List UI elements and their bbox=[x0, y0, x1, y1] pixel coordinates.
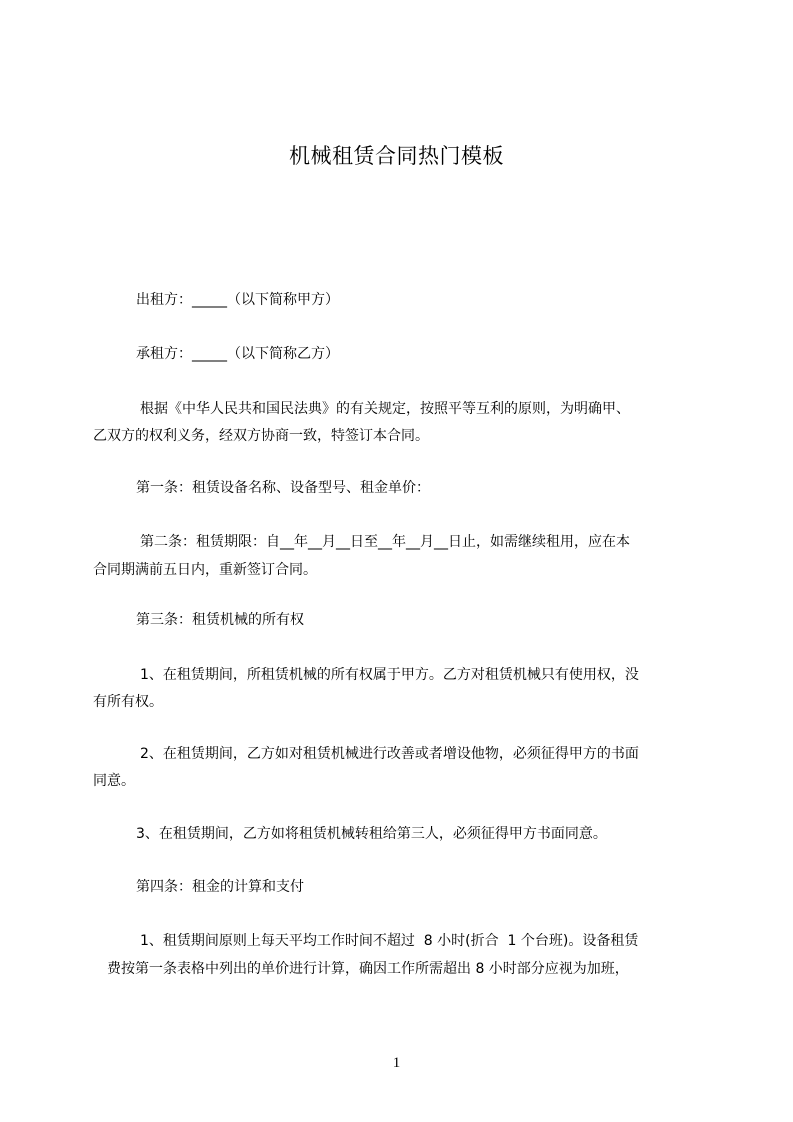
page-number: 1 bbox=[392, 1055, 401, 1071]
article-3-item-1-line-1: 1、在租赁期间，所租赁机械的所有权属于甲方。乙方对租赁机械只有使用权，没 bbox=[140, 667, 639, 683]
article-4-item-1-line-1: 1、租赁期间原则上每天平均工作时间不超过 8 小时(折合 1 个台班)。设备租赁 bbox=[140, 933, 639, 949]
article-3-item-2-line-2: 同意。 bbox=[93, 773, 135, 789]
article-4-heading: 第四条：租金的计算和支付 bbox=[136, 879, 304, 895]
lessor-line: 出租方：_____（以下简称甲方） bbox=[136, 292, 339, 308]
article-2-line-2: 合同期满前五日内，重新签订合同。 bbox=[93, 562, 317, 578]
preamble-line-1: 根据《中华人民共和国民法典》的有关规定，按照平等互利的原则，为明确甲、 bbox=[140, 401, 630, 417]
lessee-line: 承租方：_____（以下简称乙方） bbox=[136, 346, 339, 362]
article-3-item-1-line-2: 有所有权。 bbox=[93, 694, 163, 710]
article-3-heading: 第三条：租赁机械的所有权 bbox=[136, 612, 304, 628]
article-3-item-3: 3、在租赁期间，乙方如将租赁机械转租给第三人，必须征得甲方书面同意。 bbox=[136, 826, 607, 842]
preamble-line-2: 乙双方的权利义务，经双方协商一致，特签订本合同。 bbox=[93, 428, 429, 444]
article-1: 第一条：租赁设备名称、设备型号、租金单价： bbox=[136, 480, 430, 496]
article-3-item-2-line-1: 2、在租赁期间，乙方如对租赁机械进行改善或者增设他物，必须征得甲方的书面 bbox=[140, 746, 639, 762]
article-2-line-1: 第二条：租赁期限：自__年__月__日至__年__月__日止，如需继续租用，应在本 bbox=[140, 534, 630, 550]
article-4-item-1-line-2: 费按第一条表格中列出的单价进行计算，确因工作所需超出 8 小时部分应视为加班， bbox=[107, 961, 629, 977]
document-title: 机械租赁合同热门模板 bbox=[289, 144, 504, 168]
